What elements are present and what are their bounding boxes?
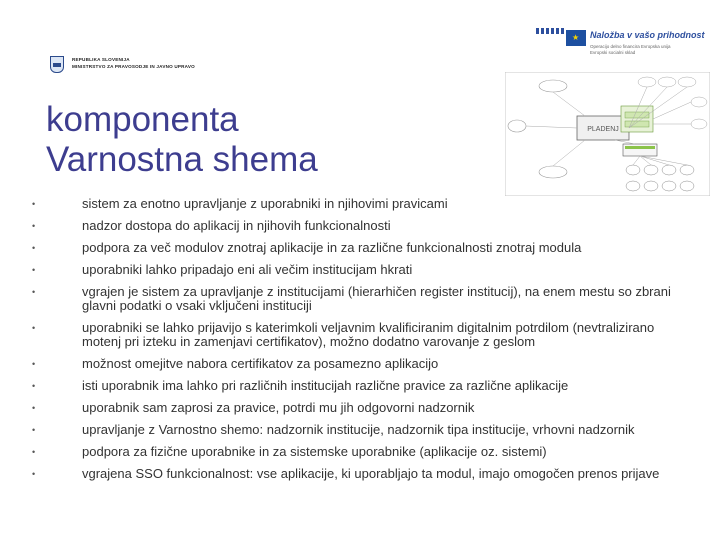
- list-item-text: možnost omejitve nabora certifikatov za posamezno aplikacijo: [82, 356, 439, 371]
- list-item-text: isti uporabnik ima lahko pri različnih institucijah različne pravice za različne aplikacije: [82, 378, 569, 393]
- list-item-text: sistem za enotno upravljanje z uporabniki in njihovimi pravicami: [82, 196, 448, 211]
- slide-title: [46, 100, 318, 180]
- eu-fund-logo: [536, 22, 705, 64]
- list-item-text: uporabniki lahko pripadajo eni ali večim institucijam hkrati: [82, 262, 413, 277]
- ministry-logo: [50, 56, 195, 73]
- list-item-text: upravljanje z Varnostno shemo: nadzornik institucije, nadzornik tipa institucije, vrhovni nadzornik: [82, 422, 635, 437]
- bullet-icon: •: [32, 199, 36, 209]
- list-item: [32, 357, 692, 371]
- bullet-icon: •: [32, 425, 36, 435]
- list-item-text: nadzor dostopa do aplikacij in njihovih funkcionalnosti: [82, 218, 391, 233]
- list-item: [32, 379, 692, 393]
- list-item: [32, 321, 692, 349]
- list-item: [32, 197, 692, 211]
- list-item: [32, 423, 692, 437]
- diagram-green-inner: [625, 121, 649, 127]
- diagram-module-header: [625, 146, 655, 149]
- list-item: [32, 467, 692, 481]
- bullet-icon: •: [32, 381, 36, 391]
- list-item: [32, 219, 692, 233]
- bullet-icon: •: [32, 287, 36, 297]
- list-item-text: uporabnik sam zaprosi za pravice, potrdi mu jih odgovorni nadzornik: [82, 400, 475, 415]
- bullet-icon: •: [32, 469, 36, 479]
- list-item-text: podpora za fizične uporabnike in za sistemske uporabnike (aplikacije oz. sistemi): [82, 444, 547, 459]
- bullet-icon: •: [32, 359, 36, 369]
- bullet-list: [32, 197, 692, 489]
- list-item-text: podpora za več modulov znotraj aplikacije in za različne funkcionalnosti znotraj modula: [82, 240, 582, 255]
- diagram-module-box: [623, 144, 657, 156]
- eu-logo-subtitle: [590, 44, 671, 56]
- bullet-icon: •: [32, 323, 36, 333]
- list-item: [32, 401, 692, 415]
- diagram-center-label: PLADENJ: [587, 126, 619, 133]
- coat-of-arms-icon: [50, 56, 64, 73]
- list-item: [32, 241, 692, 255]
- eu-flag-icon: [566, 30, 586, 46]
- eu-logo-sub-line-1: Operacijo delno financira Evropska unija: [590, 44, 671, 49]
- eu-logo-sub-line-2: Evropski socialni sklad: [590, 50, 636, 55]
- list-item: [32, 285, 692, 313]
- diagram-green-inner: [625, 112, 649, 118]
- list-item-text: uporabniki se lahko prijavijo s katerimkoli veljavnim kvalificiranim digitalnim potrdilom (nevtralizirano motenj pri izteku in zamenjavi certifikatov), možno dodatno varovanje z geslom: [82, 320, 655, 349]
- bullet-icon: •: [32, 265, 36, 275]
- list-item-text: vgrajena SSO funkcionalnost: vse aplikacije, ki uporabljajo ta modul, imajo omogočen prenos prijave: [82, 466, 660, 481]
- ministry-name: [72, 56, 195, 70]
- bullet-icon: •: [32, 403, 36, 413]
- bullet-icon: •: [32, 221, 36, 231]
- bullet-icon: •: [32, 447, 36, 457]
- list-item: [32, 263, 692, 277]
- bullet-icon: •: [32, 243, 36, 253]
- slide-title-line-1: komponenta: [46, 100, 239, 139]
- eu-logo-title: Naložba v vašo prihodnost: [590, 30, 705, 40]
- list-item: [32, 445, 692, 459]
- dots-decoration-icon: [536, 28, 566, 34]
- list-item-text: vgrajen je sistem za upravljanje z institucijami (hierarhičen register institucij), na enem mestu so zbrani glavni podatki o vsaki vključeni instituciji: [82, 284, 671, 313]
- ministry-line-2: MINISTRSTVO ZA PRAVOSODJE IN JAVNO UPRAVO: [72, 64, 195, 69]
- architecture-diagram: [505, 72, 710, 196]
- slide-title-line-2: Varnostna shema: [46, 140, 318, 179]
- ministry-line-1: REPUBLIKA SLOVENIJA: [72, 57, 130, 62]
